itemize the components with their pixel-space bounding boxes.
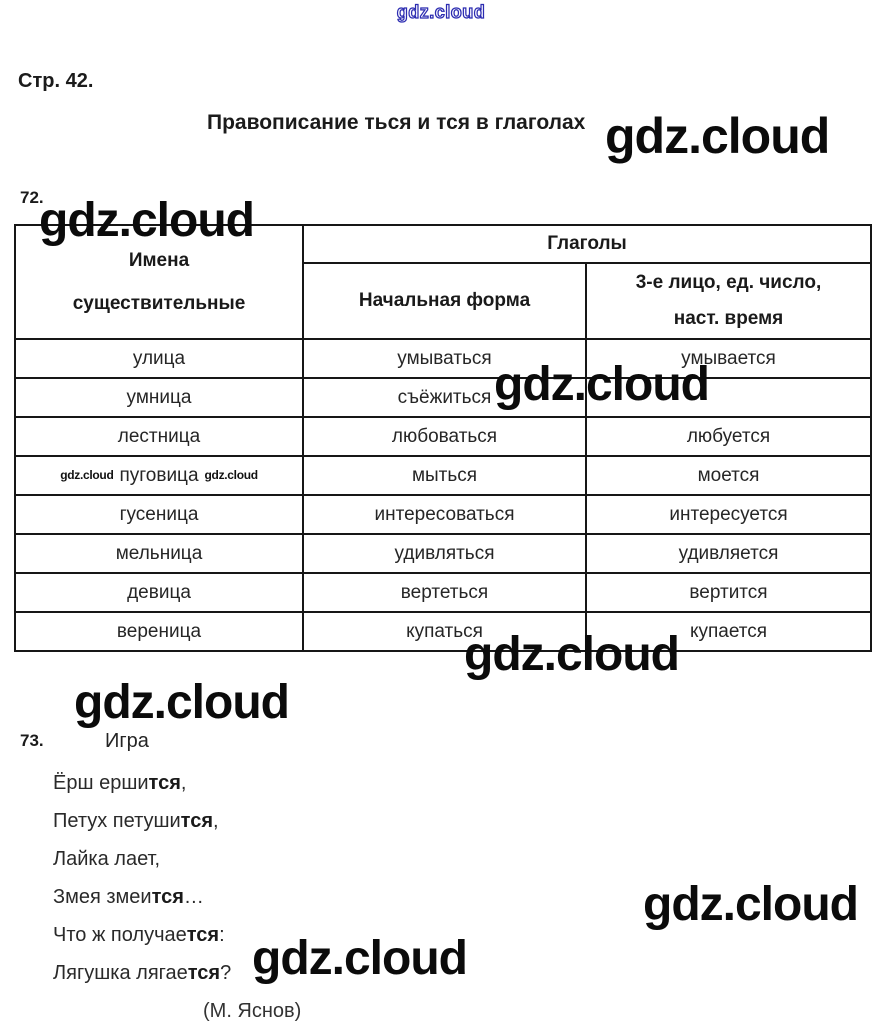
- table-cell: вертеться: [303, 573, 586, 612]
- exercise-73-title: Игра: [105, 730, 149, 752]
- table-cell: мельница: [15, 534, 303, 573]
- watermark-below-table: gdz.cloud: [464, 628, 679, 681]
- table-cell: улица: [15, 339, 303, 378]
- table-row: [15, 339, 871, 378]
- table-cell: удивляться: [303, 534, 586, 573]
- table-cell: [15, 456, 303, 495]
- table-cell: девица: [15, 573, 303, 612]
- table-cell: вереница: [15, 612, 303, 651]
- table-cell: мыться: [303, 456, 586, 495]
- poem-text: тся: [148, 772, 181, 794]
- table-row: [15, 378, 871, 417]
- table-cell-text: пуговица: [119, 464, 199, 486]
- watermark-left: gdz.cloud: [74, 676, 289, 729]
- poem-text: тся: [186, 924, 220, 946]
- exercise-73-number: 73.: [20, 731, 44, 750]
- column-header-nouns-text: Имена существительные: [72, 250, 246, 314]
- column-header-third-person: [586, 263, 871, 339]
- watermark-poem: gdz.cloud: [252, 932, 467, 985]
- table-row: [15, 417, 871, 456]
- poem-text: Что ж получае: [53, 924, 187, 946]
- watermark-small: gdz.cloud: [204, 467, 258, 482]
- poem-text: Лягушка лягае: [53, 962, 188, 984]
- table-cell: лестница: [15, 417, 303, 456]
- poem-text: ,: [213, 810, 219, 832]
- watermark-table-corner: gdz.cloud: [39, 194, 254, 247]
- table-cell: умница: [15, 378, 303, 417]
- poem-text: Ёрш ерши: [53, 772, 149, 794]
- table-cell: интересуется: [586, 495, 871, 534]
- poem-text: Змея змеи: [53, 886, 152, 908]
- column-group-header-verbs: Глаголы: [303, 225, 871, 263]
- watermark-small: gdz.cloud: [60, 467, 114, 482]
- poem-text: ?: [220, 962, 232, 984]
- watermark-top: gdz.cloud: [396, 2, 486, 22]
- table-cell: умываться: [303, 339, 586, 378]
- poem-text: Петух петуши: [53, 810, 181, 832]
- table-cell: съёжиться: [303, 378, 586, 417]
- table-cell: удивляется: [586, 534, 871, 573]
- poem-text: Лайка лает,: [53, 848, 161, 870]
- table-cell: любуется: [586, 417, 871, 456]
- poem-line: [53, 802, 301, 840]
- table-cell: гусеница: [15, 495, 303, 534]
- poem-line: [53, 878, 301, 916]
- table-row: [15, 612, 871, 651]
- table-cell: купается: [586, 612, 871, 651]
- table-cell: вертится: [586, 573, 871, 612]
- table-row: [15, 573, 871, 612]
- poem-text: ,: [180, 772, 187, 794]
- poem-line: [53, 840, 301, 878]
- poem-text: тся: [180, 810, 213, 832]
- column-header-initial-form: Начальная форма: [303, 263, 586, 339]
- verbs-table: [14, 224, 872, 652]
- table-cell: интересоваться: [303, 495, 586, 534]
- table-row: [15, 456, 871, 495]
- table-cell: умывается: [586, 339, 871, 378]
- table-row: [15, 534, 871, 573]
- exercise-72-number: 72.: [20, 188, 44, 207]
- table-row: [15, 495, 871, 534]
- column-header-third-person-text: 3-е лицо, ед. число, наст. время: [635, 272, 822, 329]
- poem: [53, 764, 301, 1030]
- poem-text: :: [219, 924, 225, 946]
- table-cell: любоваться: [303, 417, 586, 456]
- page-label: Стр. 42.: [18, 70, 94, 92]
- poem-text: тся: [187, 962, 221, 984]
- poem-text: тся: [151, 886, 184, 908]
- poem-line: [53, 764, 301, 802]
- table-cell: купаться: [303, 612, 586, 651]
- watermark-after-title: gdz.cloud: [605, 108, 830, 164]
- poem-text: …: [183, 886, 204, 908]
- watermark-right: gdz.cloud: [643, 878, 858, 931]
- table-cell: моется: [586, 456, 871, 495]
- table-body: [15, 339, 871, 651]
- poem-author: (М. Яснов): [203, 1000, 302, 1022]
- page-title: Правописание ться и тся в глаголах: [207, 111, 586, 134]
- watermark-table-middle: gdz.cloud: [494, 358, 709, 411]
